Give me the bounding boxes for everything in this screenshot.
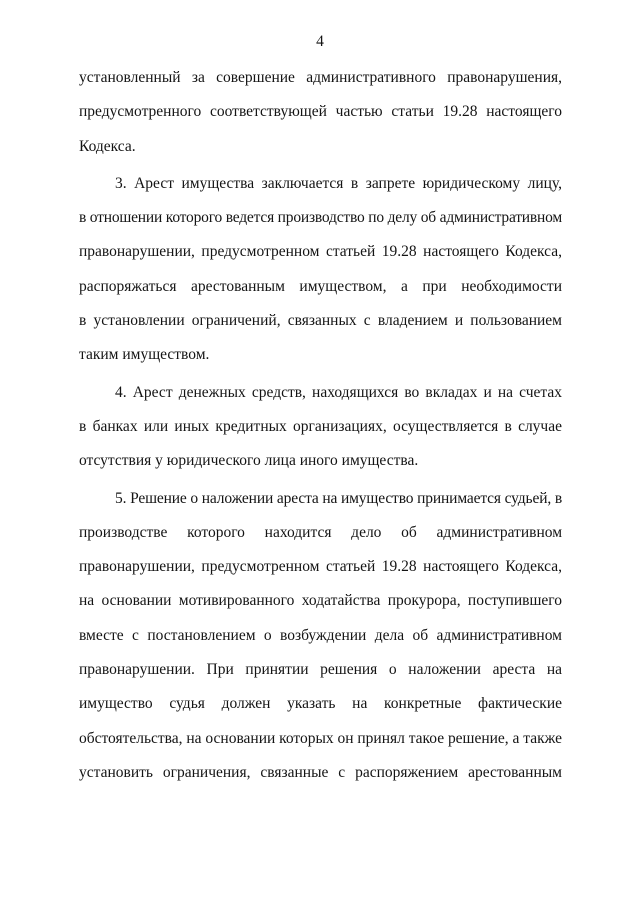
paragraph-item-4 <box>79 376 562 479</box>
paragraph-continuation <box>79 61 562 164</box>
text-line: в банках или иных кредитных организациях, осуществляется в случае <box>79 417 562 435</box>
text-line: производстве которого находится дело об административном <box>79 523 562 541</box>
text-line: отсутствия у юридического лица иного имущества. <box>79 452 419 470</box>
text-line: распоряжаться арестованным имуществом, а при необходимости <box>79 277 562 295</box>
paragraph-item-3 <box>79 167 562 373</box>
text-line: в отношении которого ведется производство по делу об административном <box>79 209 562 227</box>
text-line: установить ограничения, связанные с распоряжением арестованным <box>79 763 562 781</box>
text-line: 5. Решение о наложении ареста на имущество принимается судьей, в <box>115 489 562 507</box>
document-body <box>79 61 562 790</box>
text-line: Кодекса. <box>79 137 136 155</box>
text-line: в установлении ограничений, связанных с владением и пользованием <box>79 312 562 330</box>
text-line: 4. Арест денежных средств, находящихся во вкладах и на счетах <box>115 383 562 401</box>
text-line: обстоятельства, на основании которых он принял такое решение, а также <box>79 729 562 747</box>
text-line: на основании мотивированного ходатайства прокурора, поступившего <box>79 592 562 610</box>
text-line: 3. Арест имущества заключается в запрете юридическому лицу, <box>115 174 562 192</box>
paragraph-item-5 <box>79 482 562 791</box>
text-line: установленный за совершение административного правонарушения, <box>79 69 562 86</box>
text-line: правонарушении, предусмотренном статьей 19.28 настоящего Кодекса, <box>79 243 562 261</box>
text-line: правонарушении, предусмотренном статьей 19.28 настоящего Кодекса, <box>79 558 562 576</box>
page-number: 4 <box>316 33 324 50</box>
text-line: предусмотренного соответствующей частью статьи 19.28 настоящего <box>79 103 562 121</box>
text-line: имущество судья должен указать на конкретные фактические <box>79 695 562 713</box>
text-line: правонарушении. При принятии решения о наложении ареста на <box>79 661 562 679</box>
text-line: таким имуществом. <box>79 346 210 364</box>
text-line: вместе с постановлением о возбуждении дела об административном <box>79 626 562 644</box>
